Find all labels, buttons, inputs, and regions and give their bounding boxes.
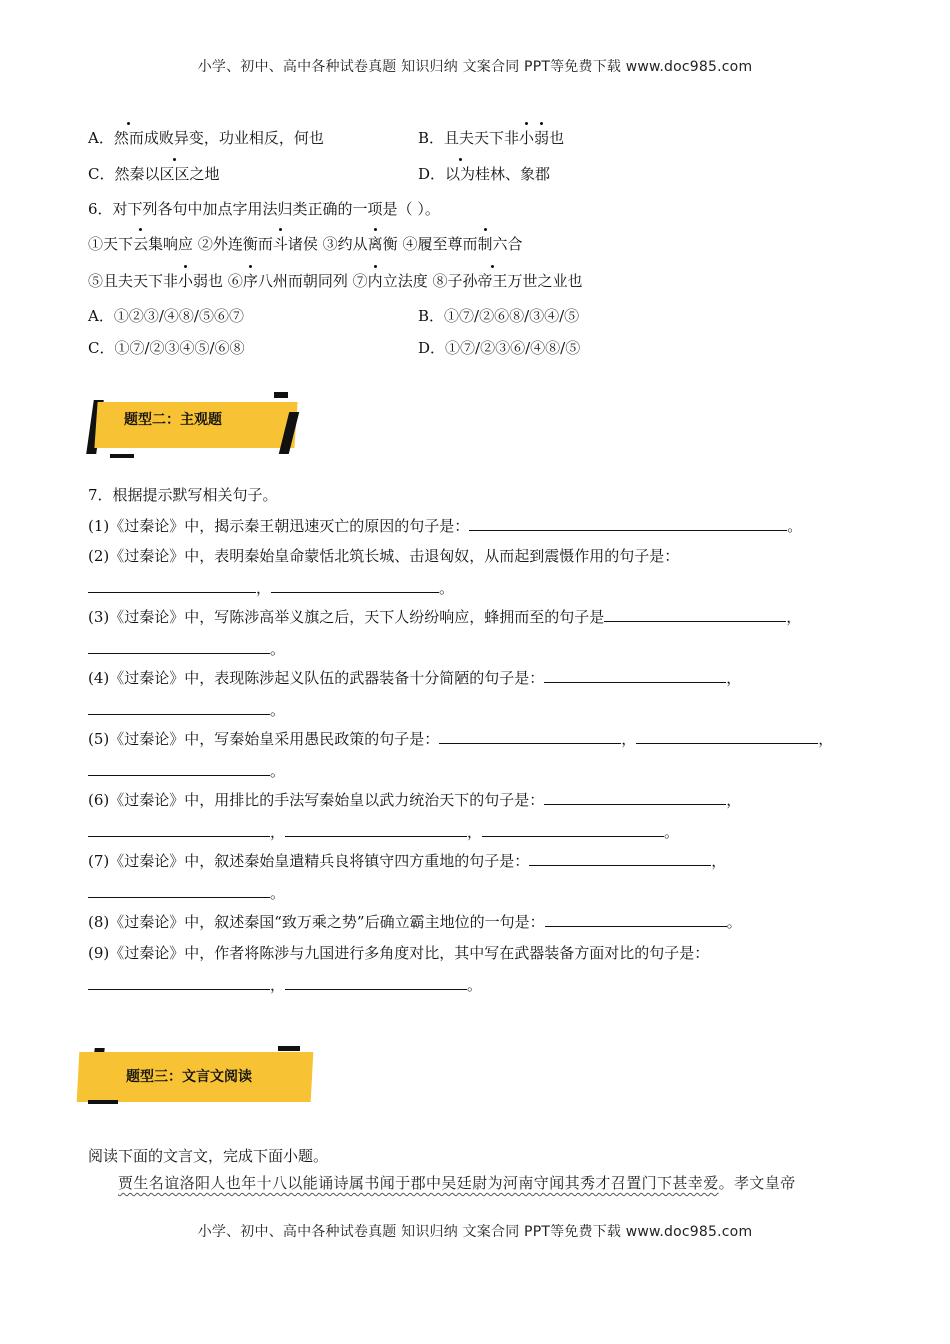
answer-blank[interactable] [285, 975, 467, 990]
q5-option-b: B．且夫天下非小弱也 [418, 129, 565, 147]
section-banner-classical [78, 1046, 318, 1108]
q6-sentences-row2 [88, 271, 583, 291]
q5-option-c: C．然秦以区区之地 [88, 165, 220, 183]
q7-item-4: (4)《过秦论》中，表现陈涉起义队伍的武器装备十分简陋的句子是： ， [88, 669, 742, 687]
banner-deco [278, 1046, 300, 1051]
answer-blank[interactable] [88, 883, 270, 898]
section-title: 题型三：文言文阅读 [126, 1069, 252, 1085]
answer-blank[interactable] [482, 822, 664, 837]
q7-item-7: (7)《过秦论》中，叙述秦始皇遣精兵良将镇守四方重地的句子是： ， [88, 852, 727, 870]
page-header: 小学、初中、高中各种试卷真题 知识归纳 文案合同 PPT等免费下载 www.doc985.com [197, 59, 753, 75]
q7-item-6-blanks: ， ， 。 [88, 822, 679, 842]
q6-option-b: B．①⑦/②⑥⑧/③④/⑤ [418, 307, 580, 325]
q6-sentence: ①天下云集响应 [88, 235, 194, 253]
answer-blank[interactable] [285, 822, 467, 837]
q7-item-9: (9)《过秦论》中，作者将陈涉与九国进行多角度对比，其中写在武器装备方面对比的句子是： [88, 944, 710, 962]
answer-blank[interactable] [88, 761, 270, 776]
q7-item-4-blanks: 。 [88, 700, 285, 720]
banner-deco [110, 454, 134, 458]
q6-stem: 6．对下列各句中加点字用法归类正确的一项是（ ）。 [88, 200, 440, 218]
q6-option-c: C．①⑦/②③④⑤/⑥⑧ [88, 339, 245, 357]
q6-option-a: A．①②③/④⑧/⑤⑥⑦ [88, 307, 244, 325]
answer-blank[interactable] [88, 975, 270, 990]
q5-option-a: A．然而成败异变，功业相反，何也 [88, 129, 324, 147]
q6-option-d: D．①⑦/②③⑥/④⑧/⑤ [418, 339, 581, 357]
answer-blank[interactable] [88, 700, 270, 715]
q6-sentence: ⑥序八州而朝同列 [227, 272, 348, 290]
q7-item-2-blanks: ， 。 [88, 578, 454, 598]
section-banner-subjective [88, 392, 310, 462]
q7-item-6: (6)《过秦论》中，用排比的手法写秦始皇以武力统治天下的句子是： ， [88, 791, 742, 809]
q7-item-5: (5)《过秦论》中，写秦始皇采用愚民政策的句子是： ， ， [88, 730, 834, 748]
answer-blank[interactable] [545, 912, 727, 927]
q5-option-d: D．以为桂林、象郡 [418, 165, 551, 183]
q6-sentence: ⑦内立法度 [352, 272, 428, 290]
q7-item-7-blanks: 。 [88, 883, 285, 903]
answer-blank[interactable] [271, 578, 439, 593]
answer-blank[interactable] [88, 578, 256, 593]
answer-blank[interactable] [604, 607, 786, 622]
page-footer: 小学、初中、高中各种试卷真题 知识归纳 文案合同 PPT等免费下载 www.doc985.com [197, 1224, 753, 1240]
q6-sentence: ②外连衡而斗诸侯 [197, 235, 318, 253]
q6-sentence: ④履至尊而制六合 [402, 235, 523, 253]
answer-blank[interactable] [636, 729, 818, 744]
q7-item-5-blanks: 。 [88, 761, 285, 781]
answer-blank[interactable] [439, 729, 621, 744]
q7-stem: 7．根据提示默写相关句子。 [88, 486, 278, 504]
banner-deco [88, 1100, 118, 1104]
answer-blank[interactable] [88, 822, 270, 837]
q6-sentence: ③约从离衡 [322, 235, 398, 253]
q6-sentence: ⑧子孙帝王万世之业也 [432, 272, 583, 290]
q7-item-3-blanks: 。 [88, 639, 285, 659]
answer-blank[interactable] [544, 668, 726, 683]
q7-item-1: (1)《过秦论》中，揭示秦王朝迅速灭亡的原因的句子是： 。 [88, 517, 803, 535]
banner-deco [274, 392, 288, 398]
q7-item-2: (2)《过秦论》中，表明秦始皇命蒙恬北筑长城、击退匈奴，从而起到震慑作用的句子是： [88, 547, 680, 565]
q6-sentences-row1 [88, 234, 523, 254]
classical-passage: 贾生名谊洛阳人也年十八以能诵诗属书闻于郡中吴廷尉为河南守闻其秀才召置门下甚幸爱。孝文皇帝 [118, 1174, 796, 1192]
answer-blank[interactable] [469, 516, 787, 531]
answer-blank[interactable] [529, 851, 711, 866]
reading-intro: 阅读下面的文言文，完成下面小题。 [88, 1147, 329, 1165]
q7-item-8: (8)《过秦论》中，叙述秦国“致万乘之势”后确立霸主地位的一句是： 。 [88, 913, 742, 931]
q6-sentence: ⑤且夫天下非小弱也 [88, 272, 224, 290]
section-title: 题型二：主观题 [124, 412, 222, 428]
q7-item-9-blanks: ， 。 [88, 975, 482, 995]
q7-item-3: (3)《过秦论》中，写陈涉高举义旗之后，天下人纷纷响应，蜂拥而至的句子是 ， [88, 608, 802, 626]
answer-blank[interactable] [88, 639, 270, 654]
answer-blank[interactable] [544, 790, 726, 805]
